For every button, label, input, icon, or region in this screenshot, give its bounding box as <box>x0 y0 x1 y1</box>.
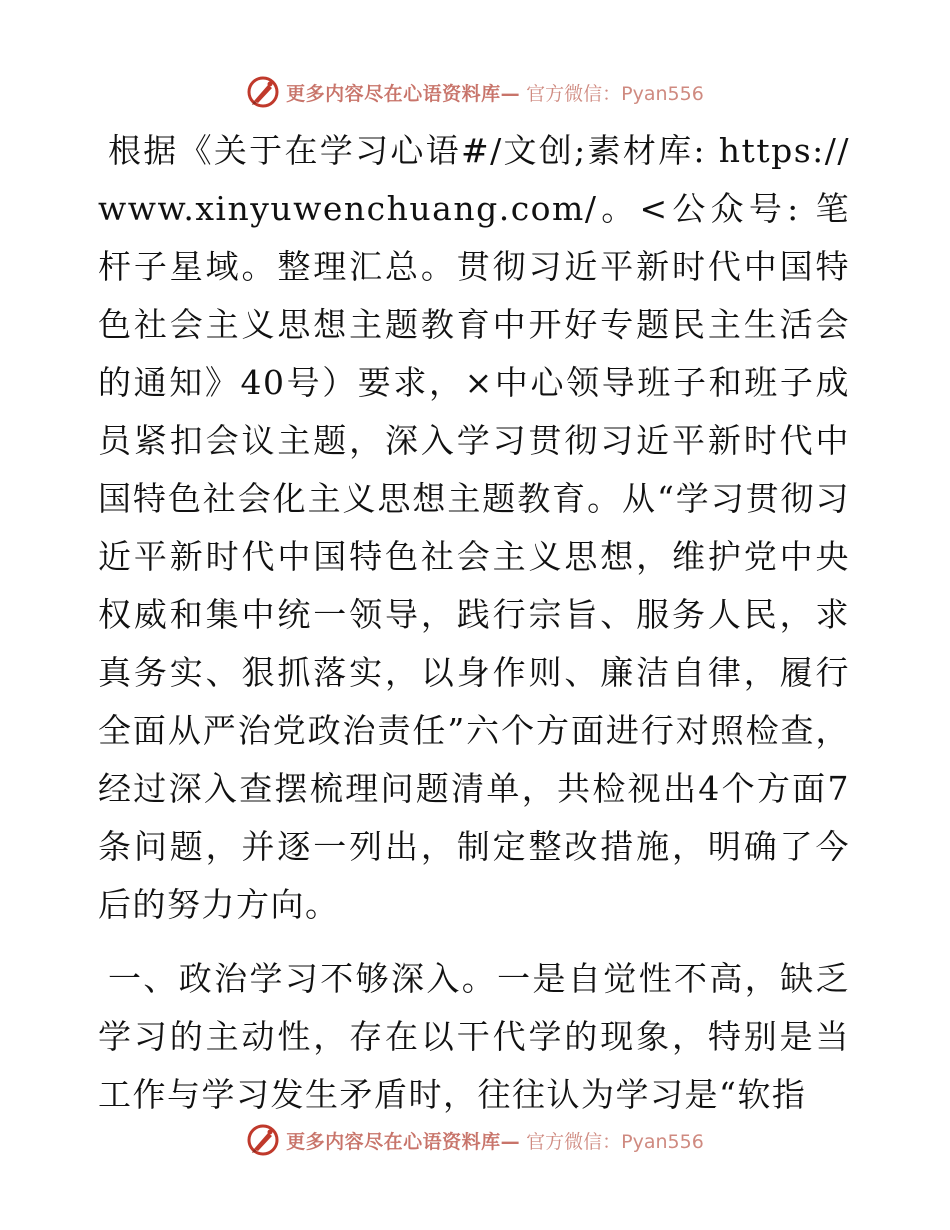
body-paragraph-intro: 根据《关于在学习心语#/文创;素材库: https://www.xinyuwenchuang.com/。<公众号: 笔杆子星域。整理汇总。贯彻习近平新时代中国特色社会主义思想主题教育中开好专题民主生活会的通知》40号）要求，×中心领导班子和班子成员紧扣会议主题，深入学习贯彻习近平新时代中国特色社会化主义思想主题教育。从“学习贯彻习近平新时代中国特色社会主义思想，维护党中央权威和集中统一领导，践行宗旨、服务人民，求真务实、狠抓落实，以身作则、廉洁自律，履行全面从严治党政治责任”六个方面进行对照检查，经过深入查摆梳理问题清单，共检视出4个方面7条问题，并逐一列出，制定整改措施，明确了今后的努力方向。 <box>98 131 850 924</box>
header-watermark-text: 更多内容尽在心语资料库— <box>286 82 521 105</box>
footer-watermark-contact: 官方微信：Pyan556 <box>526 1130 704 1153</box>
header-watermark-banner <box>0 70 950 114</box>
footer-watermark-content <box>246 1123 704 1157</box>
footer-watermark-text: 更多内容尽在心语资料库— <box>286 1130 521 1153</box>
header-watermark-contact: 官方微信：Pyan556 <box>526 82 704 105</box>
body-paragraph-section-1: 一、政治学习不够深入。一是自觉性不高，缺乏学习的主动性，存在以干代学的现象，特别是当工作与学习发生矛盾时，往往认为学习是“软指 <box>98 959 850 1114</box>
document-body <box>98 122 850 1124</box>
header-watermark-content <box>246 75 704 109</box>
footer-watermark-banner <box>0 1118 950 1162</box>
pen-circle-logo-icon <box>246 75 280 109</box>
pen-circle-logo-icon <box>246 1123 280 1157</box>
